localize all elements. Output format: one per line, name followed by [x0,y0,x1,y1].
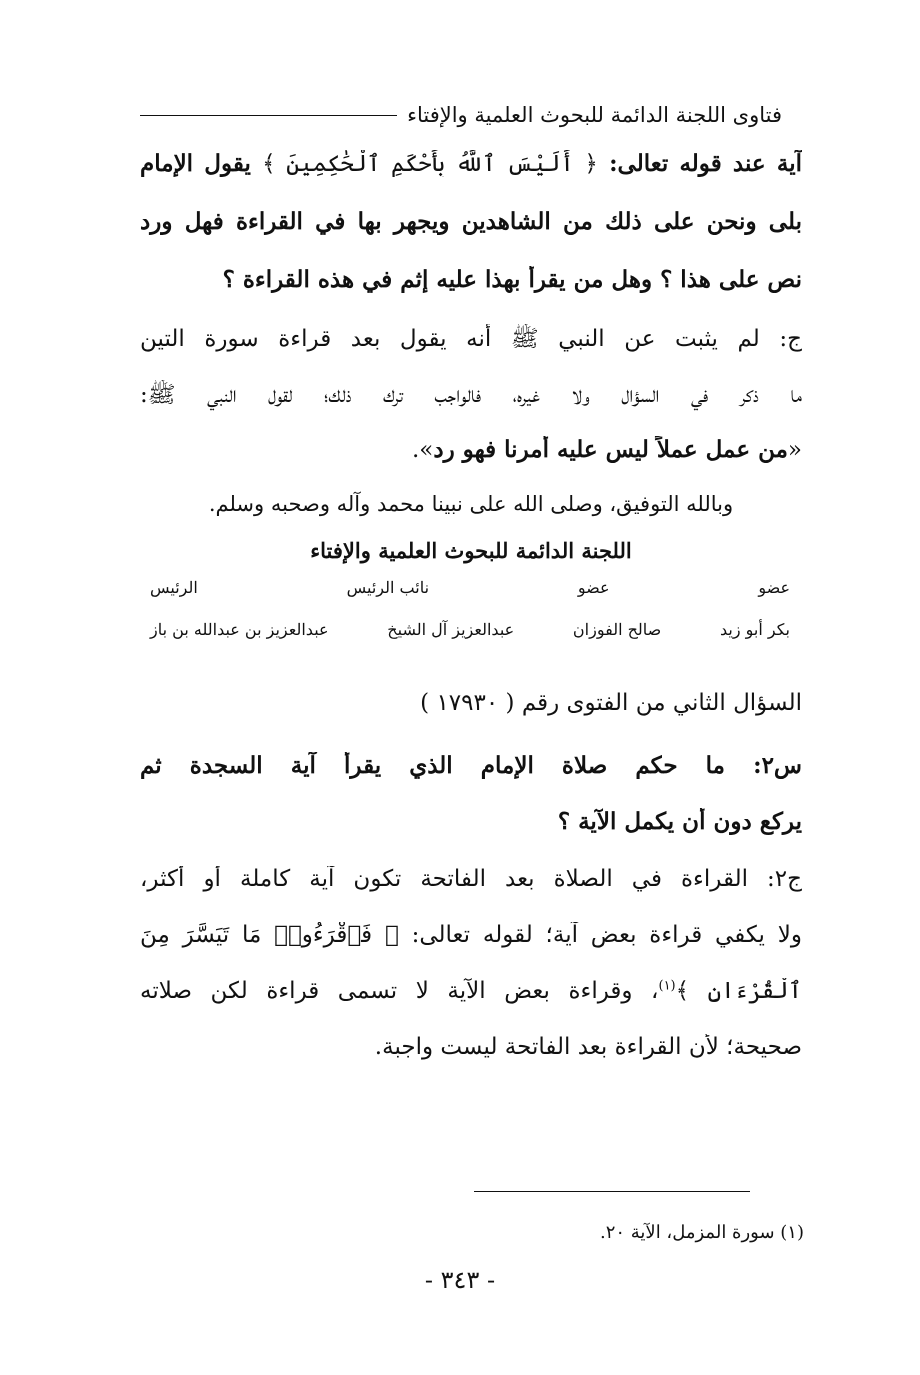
committee-roles [150,578,790,597]
name-president: عبدالعزيز بن عبدالله بن باز [150,620,329,639]
question-text: آية عند قوله تعالى: [597,150,802,177]
quran-verse: ﴿ أَلَيْسَ ٱللَّهُ بِأَحْكَمِ ٱلْحَٰكِمِينَ ﴾ [262,151,598,177]
answer2-line-4: صحيحة؛ لأن القراءة بعد الفاتحة ليست واجبة. [374,1034,802,1060]
quote-open: « [787,437,802,463]
answer2-line-2 [140,922,802,948]
header-title: فتاوى اللجنة الدائمة للبحوث العلمية والإفتاء [407,103,782,127]
answer-text: ولا يكفي قراءة بعض آية؛ لقوله تعالى: [398,922,802,948]
quran-verse: ﴿ فَٱقْرَءُوا۟ مَا تَيَسَّرَ مِنَ [140,922,399,948]
answer2-line-3 [140,978,802,1004]
answer-line-2: ما ذكر في السؤال ولا غيره، فالواجب ترك ذلك؛ لقول النبي ﷺ: [140,382,802,408]
answer2-line-1: ج٢: القراءة في الصلاة بعد الفاتحة تكون آية كاملة أو أكثر، [140,866,802,892]
footnote: (١) سورة المزمل، الآية ٢٠. [599,1222,804,1243]
question2-line-2: يركع دون أن يكمل الآية ؟ [557,808,802,835]
committee-names [150,620,790,639]
role-vice-president: نائب الرئيس [346,578,430,597]
role-member-1: عضو [758,578,790,597]
name-vice-president: عبدالعزيز آل الشيخ [387,620,515,639]
closing-line: وبالله التوفيق، وصلى الله على نبينا محمد وآله وصحبه وسلم. [208,492,734,516]
question-line-1 [140,150,802,177]
role-member-2: عضو [577,578,610,597]
name-member-1: بكر أبو زيد [719,620,790,639]
answer-line-1: ج: لم يثبت عن النبي ﷺ أنه يقول بعد قراءة سورة التين [140,326,802,352]
answer-text: ، وقراءة بعض الآية لا تسمى قراءة لكن صلاته [140,978,659,1004]
hadith-line [140,436,802,463]
running-header [140,98,782,132]
header-rule [140,115,397,116]
footnote-ref: (١) [658,978,676,994]
name-member-2: صالح الفوزان [572,620,662,639]
hadith-text: من عمل عملاً ليس عليه أمرنا فهو رد [433,436,788,463]
committee-title: اللجنة الدائمة للبحوث العلمية والإفتاء [310,538,632,563]
page-number: - ٣٤٣ - [424,1266,496,1294]
question2-line-1: س٢: ما حكم صلاة الإمام الذي يقرأ آية السجدة ثم [140,752,802,779]
question-line-2: بلى ونحن على ذلك من الشاهدين ويجهر بها في القراءة فهل ورد [140,208,802,235]
question-text: يقول الإمام [140,150,263,177]
role-president: الرئيس [150,578,198,597]
footnote-rule [474,1191,750,1192]
quran-verse: ٱلْقُرْءَانِ ﴾ [675,978,802,1004]
fatwa-heading: السؤال الثاني من الفتوى رقم ( ١٧٩٣٠ ) [420,690,802,716]
question-line-3: نص على هذا ؟ وهل من يقرأ بهذا عليه إثم في هذه القراءة ؟ [222,266,802,293]
quote-close: ». [411,437,434,463]
